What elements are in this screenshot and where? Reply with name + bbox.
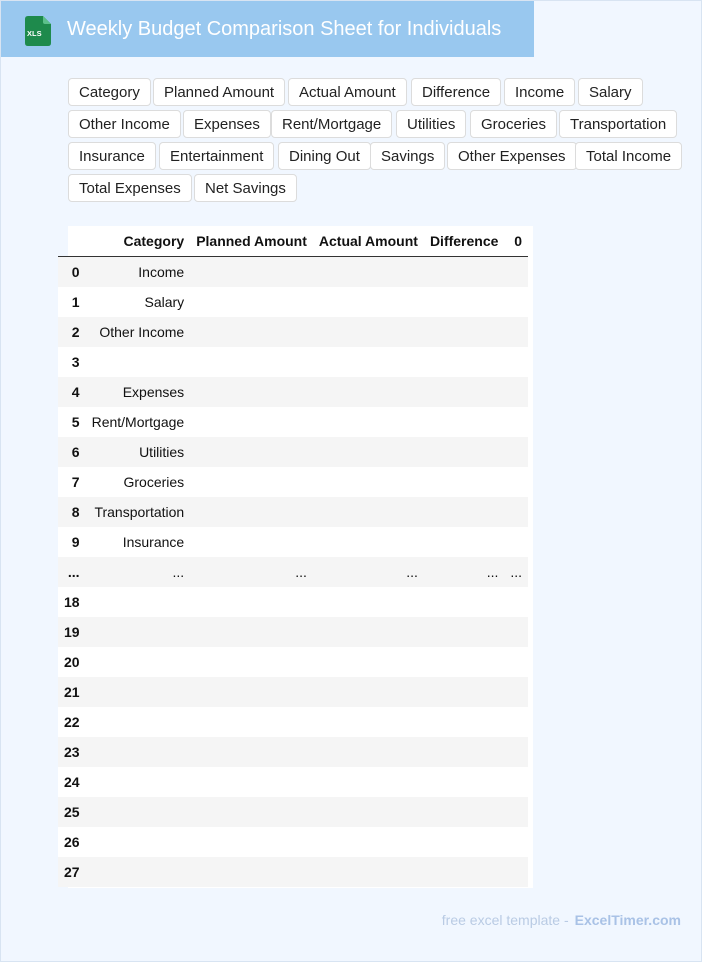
page-title: Weekly Budget Comparison Sheet for Individuals	[67, 18, 502, 40]
row-index-cell: 25	[58, 797, 86, 827]
table-cell[interactable]	[504, 407, 528, 437]
table-cell[interactable]: ...	[424, 557, 504, 587]
table-cell[interactable]	[504, 587, 528, 617]
row-index-cell: 18	[58, 587, 86, 617]
table-cell[interactable]	[424, 827, 504, 857]
table-cell[interactable]	[424, 617, 504, 647]
table-cell[interactable]	[504, 497, 528, 527]
row-index-cell: 20	[58, 647, 86, 677]
table-cell[interactable]	[313, 437, 424, 467]
table-cell[interactable]	[504, 287, 528, 317]
table-cell[interactable]	[313, 377, 424, 407]
row-index-cell: 24	[58, 767, 86, 797]
chip-planned-amount[interactable]: Planned Amount	[153, 78, 285, 106]
chip-total-income[interactable]: Total Income	[575, 142, 682, 170]
table-cell[interactable]	[313, 287, 424, 317]
table-cell[interactable]	[190, 347, 313, 377]
table-cell[interactable]	[313, 767, 424, 797]
table-cell[interactable]	[424, 737, 504, 767]
table-cell[interactable]	[424, 257, 504, 288]
chip-rent-mortgage[interactable]: Rent/Mortgage	[271, 110, 392, 138]
table-cell[interactable]	[190, 827, 313, 857]
footer-text: free excel template -	[441, 912, 569, 928]
table-cell[interactable]	[190, 287, 313, 317]
table-cell[interactable]	[190, 797, 313, 827]
table-cell[interactable]	[504, 467, 528, 497]
row-index-cell: 2	[58, 317, 86, 347]
table-cell[interactable]	[504, 767, 528, 797]
table-row	[58, 287, 528, 317]
row-index-cell: 26	[58, 827, 86, 857]
table-cell[interactable]: Other Income	[86, 317, 191, 347]
table-cell[interactable]	[313, 467, 424, 497]
row-index-cell: 22	[58, 707, 86, 737]
chip-other-expenses[interactable]: Other Expenses	[447, 142, 577, 170]
table-cell[interactable]: ...	[313, 557, 424, 587]
table-row	[58, 437, 528, 467]
table-cell[interactable]	[190, 527, 313, 557]
table-cell[interactable]: Utilities	[86, 437, 191, 467]
table-row	[58, 647, 528, 677]
row-index-cell: 8	[58, 497, 86, 527]
table-cell[interactable]	[424, 497, 504, 527]
table-cell[interactable]	[313, 797, 424, 827]
chip-savings[interactable]: Savings	[370, 142, 445, 170]
table-cell[interactable]	[504, 647, 528, 677]
table-row	[58, 767, 528, 797]
table-cell[interactable]	[190, 437, 313, 467]
table-cell[interactable]	[313, 317, 424, 347]
table-cell[interactable]	[313, 617, 424, 647]
table-cell[interactable]	[424, 527, 504, 557]
chip-groceries[interactable]: Groceries	[470, 110, 557, 138]
xls-file-icon	[25, 16, 51, 46]
row-index-cell: 27	[58, 857, 86, 887]
table-cell[interactable]	[190, 857, 313, 887]
table-row	[58, 467, 528, 497]
table-cell[interactable]: ...	[504, 557, 528, 587]
table-cell[interactable]	[424, 347, 504, 377]
chip-difference[interactable]: Difference	[411, 78, 501, 106]
chip-category[interactable]: Category	[68, 78, 151, 106]
table-cell[interactable]	[86, 767, 191, 797]
table-row	[58, 827, 528, 857]
table-cell[interactable]	[190, 767, 313, 797]
table-cell[interactable]	[313, 647, 424, 677]
table-cell[interactable]: Salary	[86, 287, 191, 317]
row-index-cell: 1	[58, 287, 86, 317]
table-cell[interactable]	[313, 497, 424, 527]
chip-other-income[interactable]: Other Income	[68, 110, 181, 138]
table-cell[interactable]: Transportation	[86, 497, 191, 527]
row-index-cell: 7	[58, 467, 86, 497]
table-cell[interactable]	[504, 527, 528, 557]
column-header-actual-amount: Actual Amount	[313, 226, 424, 257]
chip-entertainment[interactable]: Entertainment	[159, 142, 274, 170]
chip-income[interactable]: Income	[504, 78, 575, 106]
row-index-cell: ...	[58, 557, 86, 587]
table-row	[58, 317, 528, 347]
table-cell[interactable]	[86, 617, 191, 647]
table-cell[interactable]	[504, 377, 528, 407]
data-table-panel	[64, 226, 533, 888]
footer-brand-link[interactable]: ExcelTimer.com	[574, 912, 681, 928]
table-cell[interactable]	[190, 737, 313, 767]
table-row	[58, 677, 528, 707]
column-header-index	[58, 226, 86, 257]
table-row	[58, 497, 528, 527]
table-cell[interactable]	[504, 347, 528, 377]
table-cell[interactable]	[86, 827, 191, 857]
table-cell[interactable]	[313, 827, 424, 857]
table-cell[interactable]	[504, 797, 528, 827]
table-cell[interactable]	[313, 347, 424, 377]
data-table	[58, 226, 528, 887]
table-cell[interactable]	[424, 467, 504, 497]
column-header-planned-amount: Planned Amount	[190, 226, 313, 257]
row-index-cell: 23	[58, 737, 86, 767]
table-row	[58, 377, 528, 407]
table-cell[interactable]	[504, 317, 528, 347]
table-cell[interactable]	[313, 407, 424, 437]
chip-insurance[interactable]: Insurance	[68, 142, 156, 170]
table-cell[interactable]: Expenses	[86, 377, 191, 407]
table-row	[58, 737, 528, 767]
table-cell[interactable]	[504, 827, 528, 857]
table-cell[interactable]: Groceries	[86, 467, 191, 497]
xls-icon-label: XLS	[27, 29, 42, 38]
table-row	[58, 347, 528, 377]
table-cell[interactable]	[313, 677, 424, 707]
chip-expenses[interactable]: Expenses	[183, 110, 271, 138]
row-index-cell: 0	[58, 257, 86, 288]
chip-total-expenses[interactable]: Total Expenses	[68, 174, 192, 202]
table-cell[interactable]	[424, 587, 504, 617]
table-cell[interactable]	[424, 437, 504, 467]
table-cell[interactable]	[86, 587, 191, 617]
footer-credit	[442, 912, 681, 928]
table-cell[interactable]	[190, 257, 313, 288]
table-cell[interactable]	[86, 857, 191, 887]
table-header-row	[58, 226, 528, 257]
table-cell[interactable]	[313, 857, 424, 887]
column-header-category: Category	[86, 226, 191, 257]
table-row	[58, 857, 528, 887]
column-header-difference: Difference	[424, 226, 504, 257]
table-cell[interactable]	[424, 707, 504, 737]
table-cell[interactable]	[190, 617, 313, 647]
table-cell[interactable]	[504, 707, 528, 737]
table-cell[interactable]	[313, 257, 424, 288]
table-cell[interactable]	[86, 797, 191, 827]
row-index-cell: 4	[58, 377, 86, 407]
table-cell[interactable]	[190, 317, 313, 347]
table-body	[58, 257, 528, 888]
table-cell[interactable]	[190, 707, 313, 737]
column-header-0: 0	[504, 226, 528, 257]
table-row	[58, 407, 528, 437]
table-cell[interactable]	[424, 407, 504, 437]
table-cell[interactable]	[313, 527, 424, 557]
table-cell[interactable]	[424, 287, 504, 317]
chip-actual-amount[interactable]: Actual Amount	[288, 78, 407, 106]
row-index-cell: 6	[58, 437, 86, 467]
table-cell[interactable]	[190, 377, 313, 407]
table-row	[58, 707, 528, 737]
table-cell[interactable]	[424, 767, 504, 797]
table-row	[58, 587, 528, 617]
table-cell[interactable]	[86, 737, 191, 767]
table-cell[interactable]	[190, 467, 313, 497]
table-cell[interactable]	[86, 707, 191, 737]
row-index-cell: 3	[58, 347, 86, 377]
table-cell[interactable]	[504, 737, 528, 767]
table-cell[interactable]: ...	[190, 557, 313, 587]
table-cell[interactable]	[504, 857, 528, 887]
table-row	[58, 257, 528, 288]
table-cell[interactable]	[424, 797, 504, 827]
table-cell[interactable]	[504, 677, 528, 707]
table-cell[interactable]	[313, 707, 424, 737]
table-cell[interactable]	[86, 647, 191, 677]
table-cell[interactable]	[504, 257, 528, 288]
table-cell[interactable]	[86, 677, 191, 707]
table-cell[interactable]	[424, 857, 504, 887]
table-cell[interactable]	[190, 587, 313, 617]
table-cell[interactable]	[86, 347, 191, 377]
table-cell[interactable]	[190, 407, 313, 437]
chip-utilities[interactable]: Utilities	[396, 110, 466, 138]
chip-transportation[interactable]: Transportation	[559, 110, 677, 138]
table-cell[interactable]	[424, 677, 504, 707]
chip-salary[interactable]: Salary	[578, 78, 643, 106]
table-cell[interactable]	[424, 317, 504, 347]
table-cell[interactable]: Income	[86, 257, 191, 288]
row-index-cell: 5	[58, 407, 86, 437]
table-row	[58, 617, 528, 647]
chip-dining-out[interactable]: Dining Out	[278, 142, 371, 170]
table-cell[interactable]: Rent/Mortgage	[86, 407, 191, 437]
table-row	[58, 797, 528, 827]
table-cell[interactable]	[424, 647, 504, 677]
row-index-cell: 19	[58, 617, 86, 647]
table-cell[interactable]	[190, 497, 313, 527]
table-cell[interactable]	[313, 737, 424, 767]
row-index-cell: 21	[58, 677, 86, 707]
table-row	[58, 557, 528, 587]
table-cell[interactable]: ...	[86, 557, 191, 587]
table-cell[interactable]	[190, 677, 313, 707]
table-cell[interactable]	[190, 647, 313, 677]
row-index-cell: 9	[58, 527, 86, 557]
table-cell[interactable]: Insurance	[86, 527, 191, 557]
chip-net-savings[interactable]: Net Savings	[194, 174, 297, 202]
table-row	[58, 527, 528, 557]
header-banner	[1, 1, 534, 57]
table-cell[interactable]	[424, 377, 504, 407]
table-cell[interactable]	[504, 437, 528, 467]
table-cell[interactable]	[313, 587, 424, 617]
table-cell[interactable]	[504, 617, 528, 647]
